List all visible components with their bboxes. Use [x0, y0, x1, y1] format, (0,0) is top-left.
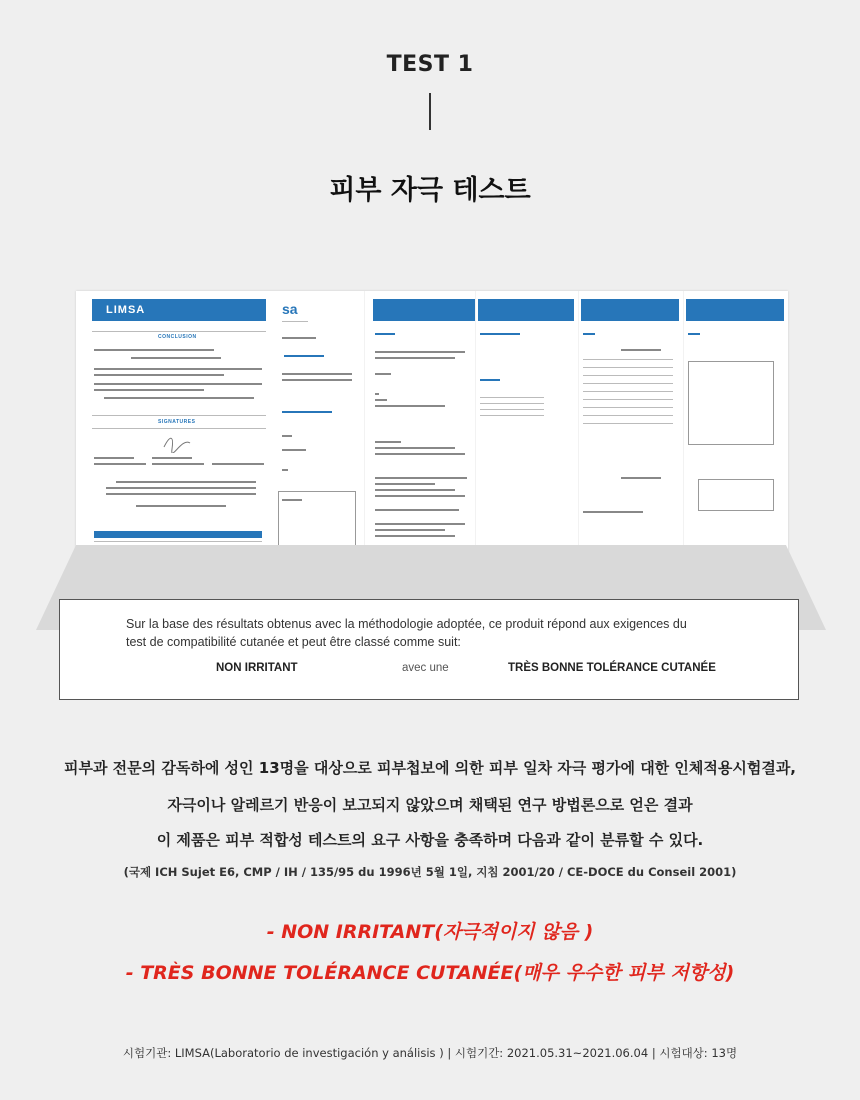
report-section-conclusion: CONCLUSION: [158, 334, 197, 340]
rule: [92, 415, 266, 416]
report-table: [698, 479, 774, 511]
summary-line-3: 이 제품은 피부 적합성 테스트의 요구 사항을 충족하며 다음과 같이 분류할 수 있다.: [156, 831, 704, 849]
report-header: [686, 299, 784, 321]
conclusion-line-1: Sur la base des résultats obtenus avec la méthodologie adoptée, ce produit répond aux exigences du: [126, 617, 687, 631]
text-line: [375, 453, 465, 455]
text-line: [621, 477, 661, 479]
text-line: [282, 499, 302, 501]
text-line: [375, 477, 467, 479]
text-line: [375, 357, 455, 359]
text-line: [375, 333, 395, 335]
text-line: [282, 435, 292, 437]
text-line: [94, 463, 146, 465]
classification-non-irritant: NON IRRITANT: [216, 662, 298, 674]
text-line: [104, 397, 254, 399]
signature-scribble: [162, 433, 192, 453]
report-table-header: [94, 531, 262, 538]
rule: [282, 321, 308, 322]
rule: [480, 415, 544, 416]
rule: [480, 397, 544, 398]
text-line: [583, 511, 643, 513]
report-page-6: [686, 291, 788, 581]
text-line: [282, 379, 352, 381]
text-line: [94, 374, 224, 376]
rule: [92, 331, 266, 332]
text-line: [480, 333, 520, 335]
classification-connector: avec une: [402, 662, 449, 674]
text-line: [131, 357, 221, 359]
rule: [583, 359, 673, 360]
text-line: [94, 457, 134, 459]
text-line: [284, 355, 324, 357]
conclusion-line-2: test de compatibilité cutanée et peut être classé comme suit:: [126, 635, 461, 649]
text-line: [282, 337, 316, 339]
text-line: [106, 493, 256, 495]
rule: [583, 423, 673, 424]
test-label: TEST 1: [386, 52, 474, 77]
report-page-3: [373, 291, 476, 581]
text-line: [282, 373, 352, 375]
text-line: [375, 529, 445, 531]
text-line: [375, 441, 401, 443]
text-line: [116, 481, 256, 483]
rule: [583, 415, 673, 416]
text-line: [621, 349, 661, 351]
text-line: [94, 349, 214, 351]
conclusion-box: [59, 599, 799, 700]
limsa-logo: LIMSA: [106, 304, 146, 316]
text-line: [282, 469, 288, 471]
report-header: [92, 299, 266, 321]
rule: [583, 399, 673, 400]
rule: [583, 383, 673, 384]
rule: [480, 409, 544, 410]
report-header: [581, 299, 679, 321]
test-info-footer: 시험기관: LIMSA(Laboratorio de investigación y análisis ) | 시험기간: 2021.05.31~2021.06.04 | 시험대상: 13명: [122, 1046, 738, 1060]
report-page-2: [272, 291, 365, 581]
rule: [583, 407, 673, 408]
text-line: [94, 389, 204, 391]
text-line: [375, 523, 465, 525]
rule: [583, 375, 673, 376]
text-line: [375, 405, 445, 407]
text-line: [106, 487, 256, 489]
text-line: [152, 457, 192, 459]
result-non-irritant: - NON IRRITANT(자극적이지 않음 ): [266, 921, 594, 943]
text-line: [375, 483, 435, 485]
summary-line-1: 피부과 전문의 감독하에 성인 13명을 대상으로 피부첩보에 의한 피부 일차 자극 평가에 대한 인체적용시험결과,: [63, 759, 797, 777]
report-header: [373, 299, 475, 321]
report-header: [478, 299, 574, 321]
text-line: [375, 393, 379, 395]
report-section-signatures: SIGNATURES: [158, 419, 196, 425]
rule: [480, 403, 544, 404]
limsa-logo-partial: sa: [282, 301, 298, 317]
conclusion-text: [126, 615, 776, 651]
classification-tolerance: TRÈS BONNE TOLÉRANCE CUTANÉE: [508, 662, 716, 674]
text-line: [282, 449, 306, 451]
text-line: [375, 489, 455, 491]
text-line: [94, 383, 262, 385]
text-line: [375, 495, 465, 497]
rule: [92, 428, 266, 429]
text-line: [375, 535, 455, 537]
result-tolerance: - TRÈS BONNE TOLÉRANCE CUTANÉE(매우 우수한 피부 저항성): [125, 962, 735, 984]
text-line: [375, 373, 391, 375]
text-line: [375, 399, 387, 401]
text-line: [136, 505, 226, 507]
text-line: [375, 509, 459, 511]
report-page-4: [478, 291, 579, 581]
text-line: [152, 463, 204, 465]
page-title: 피부 자극 테스트: [329, 175, 531, 206]
report-page-conclusion: [76, 291, 273, 581]
text-line: [94, 368, 262, 370]
report-table: [688, 361, 774, 445]
regulation-citation: (국제 ICH Sujet E6, CMP / IH / 135/95 du 1996년 5월 1일, 지침 2001/20 / CE-DOCE du Conseil 2001): [123, 865, 737, 879]
text-line: [688, 333, 700, 335]
text-line: [480, 379, 500, 381]
text-line: [212, 463, 264, 465]
vertical-divider: [429, 93, 431, 130]
text-line: [282, 411, 332, 413]
report-thumbnail-strip: [76, 291, 788, 581]
summary-line-2: 자극이나 알레르기 반응이 보고되지 않았으며 채택된 연구 방법론으로 얻은 결과: [167, 796, 693, 814]
report-page-5: [581, 291, 684, 581]
text-line: [375, 447, 455, 449]
rule: [583, 367, 673, 368]
text-line: [583, 333, 595, 335]
rule: [583, 391, 673, 392]
text-line: [375, 351, 465, 353]
rule: [94, 541, 262, 542]
